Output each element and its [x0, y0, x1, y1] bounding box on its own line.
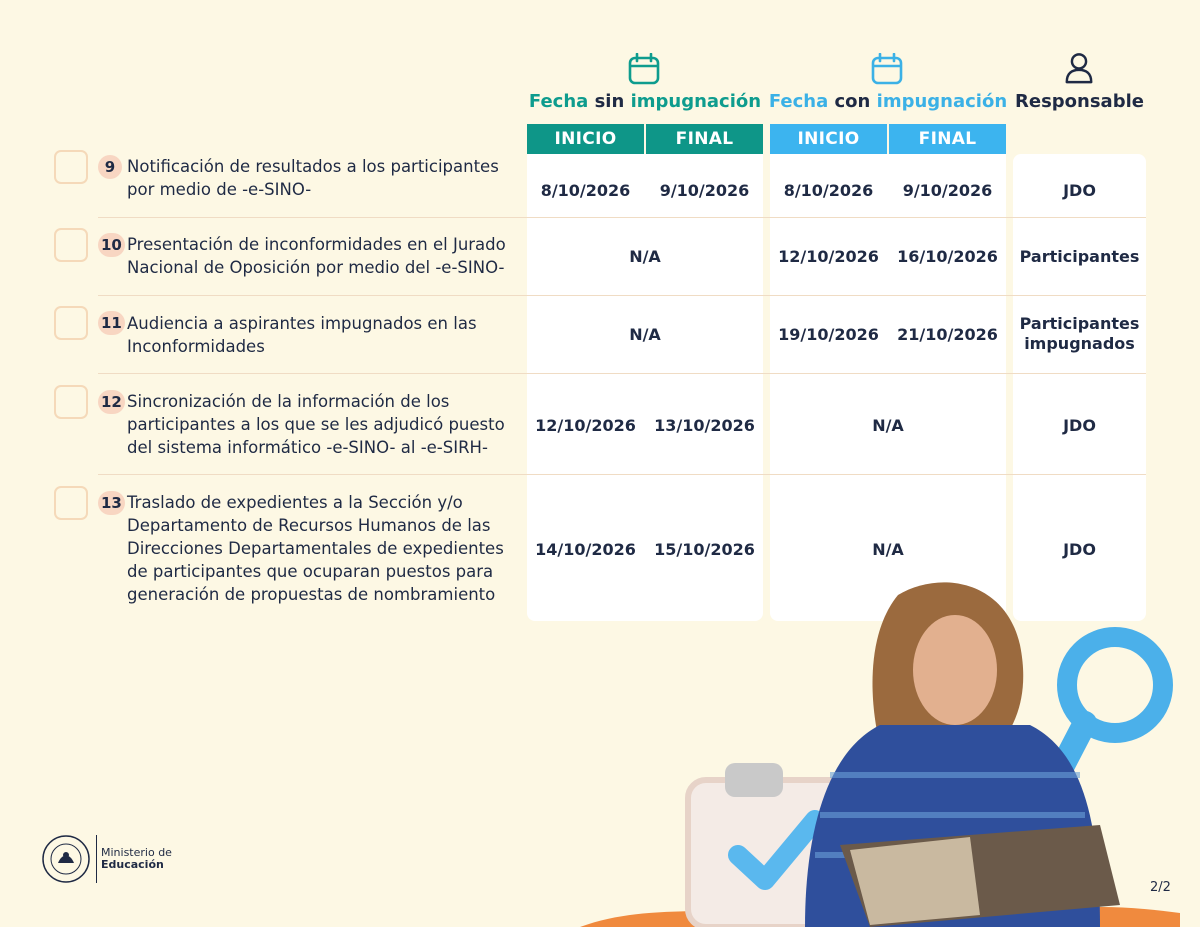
row-number-badge: 9: [98, 155, 122, 179]
calendar-icon: [871, 53, 903, 85]
header-sin-word-fecha: Fecha: [528, 91, 589, 112]
row-number-badge: 13: [98, 491, 125, 515]
cell-sin-inicio: 14/10/2026: [535, 539, 636, 559]
cell-con-inicio: 19/10/2026: [778, 324, 879, 344]
cell-responsable: JDO: [1063, 539, 1096, 559]
subhead-con-inicio: INICIO: [770, 124, 887, 154]
ministry-line1: Ministerio de: [101, 846, 172, 859]
row-separator: [98, 217, 1146, 218]
row-separator: [98, 373, 1146, 374]
ministry-line2: Educación: [101, 858, 164, 871]
row-number-badge: 10: [98, 233, 125, 257]
calendar-icon: [628, 53, 660, 85]
header-sin-word-sin: sin: [594, 91, 625, 112]
row-description: Notificación de resultados a los participantes por medio de -e-SINO-: [127, 157, 499, 199]
cell-sin-merged: N/A: [629, 246, 661, 266]
row-description: Traslado de expedientes a la Sección y/o Departamento de Recursos Humanos de las Direcciones Departamentales de expedientes de participantes que ocuparan puestos para generación de propuestas de nombramiento: [127, 493, 504, 604]
cell-sin-final: 15/10/2026: [654, 539, 755, 559]
cell-con-inicio: 12/10/2026: [778, 246, 879, 266]
row-checkbox[interactable]: [54, 306, 88, 340]
cell-con-final: 16/10/2026: [897, 246, 998, 266]
row-number-badge: 11: [98, 311, 125, 335]
person-icon: [1063, 52, 1095, 84]
row-number-badge: 12: [98, 390, 125, 414]
cell-con-merged: N/A: [872, 415, 904, 435]
subhead-sin-final: FINAL: [646, 124, 763, 154]
header-con-impugnacion: [765, 91, 1011, 112]
header-con-word-con: con: [834, 91, 871, 112]
subhead-con-final: FINAL: [889, 124, 1006, 154]
row-checkbox[interactable]: [54, 150, 88, 184]
cell-responsable: JDO: [1063, 180, 1096, 200]
header-sin-word-impugnacion: impugnación: [630, 91, 762, 112]
row-checkbox[interactable]: [54, 385, 88, 419]
cell-sin-merged: N/A: [629, 324, 661, 344]
woman-reading-photo: [580, 575, 1200, 927]
cell-con-final: 9/10/2026: [902, 180, 993, 200]
cell-con-merged: N/A: [872, 539, 904, 559]
header-responsable: Responsable: [1015, 91, 1144, 112]
header-con-word-fecha: Fecha: [768, 91, 829, 112]
row-separator: [98, 474, 1146, 475]
row-description: Audiencia a aspirantes impugnados en las Inconformidades: [127, 314, 477, 356]
subhead-sin-inicio: INICIO: [527, 124, 644, 154]
cell-responsable: Participantes impugnados: [1019, 314, 1140, 353]
cell-sin-inicio: 8/10/2026: [540, 180, 631, 200]
cell-con-final: 21/10/2026: [897, 324, 998, 344]
header-sin-impugnacion: [527, 91, 763, 112]
cell-sin-final: 9/10/2026: [659, 180, 750, 200]
guatemala-seal-icon: [40, 833, 92, 885]
row-description: Sincronización de la información de los participantes a los que se les adjudicó puesto del sistema informático -e-SINO- al -e-SIRH-: [127, 392, 505, 457]
row-checkbox[interactable]: [54, 228, 88, 262]
cell-con-inicio: 8/10/2026: [783, 180, 874, 200]
logo-divider: [96, 835, 97, 883]
header-con-word-impugnacion: impugnación: [876, 91, 1008, 112]
page-number: 2/2: [1150, 880, 1171, 895]
cell-sin-final: 13/10/2026: [654, 415, 755, 435]
row-separator: [98, 295, 1146, 296]
cell-responsable: Participantes: [1019, 246, 1140, 266]
cell-responsable: JDO: [1063, 415, 1096, 435]
row-description: Presentación de inconformidades en el Jurado Nacional de Oposición por medio del -e-SINO-: [127, 235, 506, 277]
cell-sin-inicio: 12/10/2026: [535, 415, 636, 435]
row-checkbox[interactable]: [54, 486, 88, 520]
